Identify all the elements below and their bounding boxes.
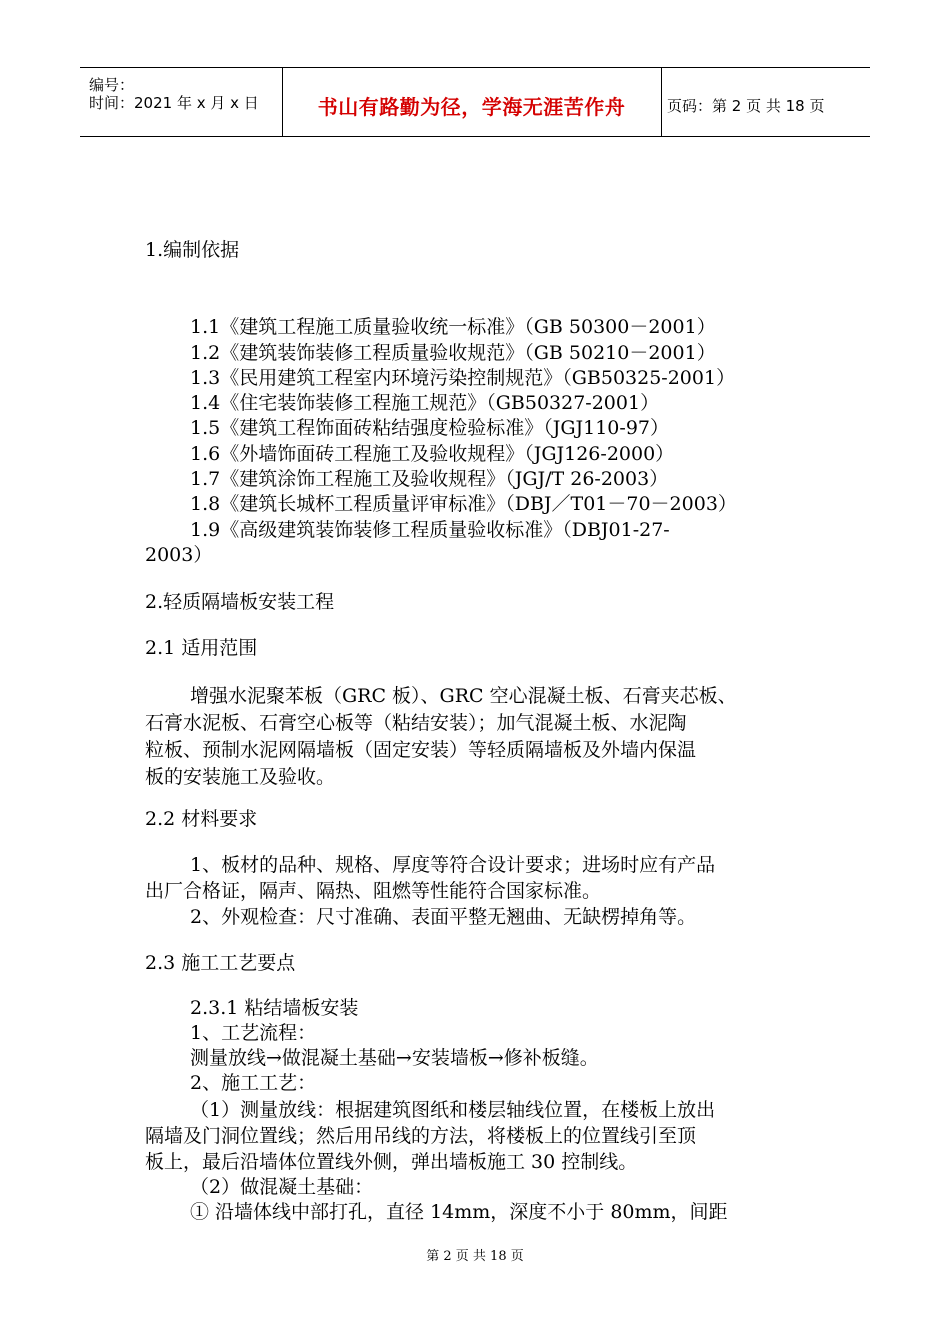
subsection-heading-2-2: 2.2 材料要求 — [145, 808, 258, 830]
paragraph-line: 2、外观检查：尺寸准确、表面平整无翘曲、无缺楞掉角等。 — [190, 906, 697, 928]
document-number-label: 编号： — [89, 76, 135, 94]
paragraph-line: （1）测量放线：根据建筑图纸和楼层轴线位置，在楼板上放出 — [190, 1099, 716, 1121]
paragraph-line: 2.3.1 粘结墙板安装 — [190, 997, 359, 1019]
header-left-cell — [80, 68, 283, 136]
paragraph-line: 测量放线→做混凝土基础→安装墙板→修补板缝。 — [190, 1047, 599, 1069]
subsection-heading-2-3: 2.3 施工工艺要点 — [145, 952, 296, 974]
paragraph-line: 2、施工工艺： — [190, 1072, 317, 1094]
reference-item: 1.5《建筑工程饰面砖粘结强度检验标准》（JGJ110-97） — [190, 417, 669, 439]
paragraph-line: 隔墙及门洞位置线；然后用吊线的方法，将楼板上的位置线引至顶 — [145, 1125, 697, 1147]
page-header — [80, 67, 870, 137]
reference-item: 1.4《住宅装饰装修工程施工规范》（GB50327-2001） — [190, 392, 660, 414]
document-time: 时间：2021 年 x 月 x 日 — [89, 94, 259, 112]
reference-item: 1.7《建筑涂饰工程施工及验收规程》（JGJ/T 26-2003） — [190, 468, 669, 490]
paragraph-line: 1、板材的品种、规格、厚度等符合设计要求；进场时应有产品 — [190, 854, 716, 876]
paragraph-line: 板的安装施工及验收。 — [145, 766, 336, 788]
header-page-info: 页码：第 2 页 共 18 页 — [667, 96, 825, 115]
header-motto: 书山有路勤为径，学海无涯苦作舟 — [317, 94, 626, 119]
paragraph-line: 1、工艺流程： — [190, 1022, 317, 1044]
paragraph-line: 石膏水泥板、石膏空心板等（粘结安装）；加气混凝土板、水泥陶 — [145, 712, 687, 734]
reference-item: 1.9《高级建筑装饰装修工程质量验收标准》（DBJ01-27- — [190, 519, 670, 541]
reference-item: 1.3《民用建筑工程室内环境污染控制规范》（GB50325-2001） — [190, 367, 736, 389]
reference-item: 1.6《外墙饰面砖工程施工及验收规程》（JGJ126-2000） — [190, 443, 675, 465]
reference-item-continued: 2003） — [145, 544, 213, 566]
paragraph-line: 出厂合格证，隔声、隔热、阻燃等性能符合国家标准。 — [145, 880, 602, 902]
paragraph-line: （2）做混凝土基础： — [190, 1176, 374, 1198]
reference-item: 1.8《建筑长城杯工程质量评审标准》（DBJ／T01－70－2003） — [190, 493, 737, 515]
header-motto-cell — [282, 68, 662, 136]
paragraph-line: 板上，最后沿墙体位置线外侧，弹出墙板施工 30 控制线。 — [145, 1151, 638, 1173]
paragraph-line: 增强水泥聚苯板（GRC 板）、GRC 空心混凝土板、石膏夹芯板、 — [190, 685, 737, 707]
header-page-cell — [662, 68, 870, 136]
paragraph-line: 粒板、预制水泥网隔墙板（固定安装）等轻质隔墙板及外墙内保温 — [145, 739, 697, 761]
paragraph-line: ① 沿墙体线中部打孔，直径 14mm，深度不小于 80mm，间距 — [190, 1201, 728, 1223]
reference-item: 1.1《建筑工程施工质量验收统一标准》（GB 50300－2001） — [190, 316, 716, 338]
reference-item: 1.2《建筑装饰装修工程质量验收规范》（GB 50210－2001） — [190, 342, 716, 364]
section-heading-1: 1.编制依据 — [145, 239, 240, 261]
subsection-heading-2-1: 2.1 适用范围 — [145, 637, 258, 659]
section-heading-2: 2.轻质隔墙板安装工程 — [145, 591, 335, 613]
page-footer: 第 2 页 共 18 页 — [426, 1249, 524, 1264]
